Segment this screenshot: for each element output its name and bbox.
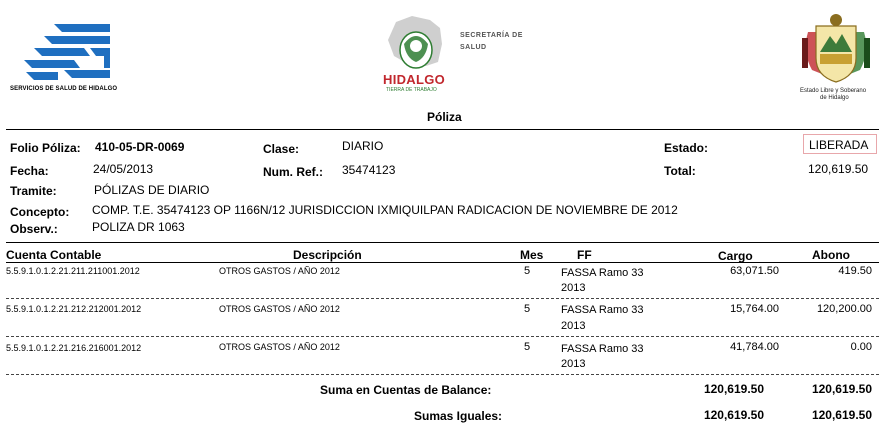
suma-balance-cargo: 120,619.50: [703, 382, 764, 396]
row-ff-line1: FASSA Ramo 33: [561, 304, 644, 316]
suma-balance-label: Suma en Cuentas de Balance:: [320, 383, 492, 397]
page-title: Póliza: [427, 110, 462, 124]
row-ff-line2: 2013: [561, 358, 586, 370]
fecha-label: Fecha:: [10, 164, 49, 178]
table-end-divider: [6, 374, 879, 375]
row-abono: 419.50: [838, 265, 872, 277]
numref-value: 35474123: [342, 163, 396, 177]
row-cuenta: 5.5.9.1.0.1.2.21.216.216001.2012: [6, 343, 142, 353]
estado-libre-line1: Estado Libre y Soberano: [800, 88, 867, 94]
col-header-cargo: Cargo: [718, 249, 753, 263]
secretaria-line1: SECRETARÍA DE: [460, 32, 523, 39]
row-cargo: 41,784.00: [730, 341, 779, 353]
sumas-iguales-cargo: 120,619.50: [703, 408, 764, 422]
folio-label: Folio Póliza:: [10, 141, 81, 155]
row-mes: 5: [524, 303, 531, 315]
suma-balance-abono: 120,619.50: [811, 382, 872, 396]
info-divider: [6, 242, 879, 243]
tierra-text: TIERRA DE TRABAJO: [386, 87, 437, 93]
ssh-org-name: SERVICIOS DE SALUD DE HIDALGO: [10, 86, 118, 92]
header-divider: [6, 129, 879, 130]
clase-label: Clase:: [263, 142, 300, 156]
sumas-iguales-abono: 120,619.50: [811, 408, 872, 422]
row-ff-line1: FASSA Ramo 33: [561, 343, 644, 355]
row-cuenta: 5.5.9.1.0.1.2.21.212.212001.2012: [6, 304, 142, 314]
concepto-value: COMP. T.E. 35474123 OP 1166N/12 JURISDICCION IXMIQUILPAN RADICACION DE NOVIEMBRE DE 2012: [92, 203, 678, 217]
state-coat-of-arms: [798, 12, 874, 84]
observ-label: Observ.:: [10, 222, 58, 236]
observ-value: POLIZA DR 1063: [92, 220, 185, 234]
tramite-label: Tramite:: [10, 184, 57, 198]
row-cargo: 15,764.00: [730, 303, 779, 315]
table-header-divider: [6, 262, 879, 263]
concepto-label: Concepto:: [10, 205, 70, 219]
col-header-descripcion: Descripción: [293, 248, 362, 262]
tramite-value: PÓLIZAS DE DIARIO: [94, 183, 210, 197]
row-descripcion: OTROS GASTOS / AÑO 2012: [219, 266, 340, 276]
estado-libre-line2: de Hidalgo: [820, 95, 849, 101]
col-header-mes: Mes: [520, 248, 544, 262]
col-header-cuenta: Cuenta Contable: [6, 248, 102, 262]
col-header-abono: Abono: [812, 248, 850, 262]
estado-value: LIBERADA: [809, 138, 869, 152]
estado-label: Estado:: [664, 141, 709, 155]
hidalgo-text: HIDALGO: [383, 72, 446, 87]
row-descripcion: OTROS GASTOS / AÑO 2012: [219, 342, 340, 352]
row-ff-line1: FASSA Ramo 33: [561, 267, 644, 279]
folio-value: 410-05-DR-0069: [95, 140, 185, 154]
numref-label: Num. Ref.:: [263, 165, 323, 179]
row-descripcion: OTROS GASTOS / AÑO 2012: [219, 304, 340, 314]
secretaria-line2: SALUD: [460, 44, 487, 51]
fecha-value: 24/05/2013: [93, 162, 154, 176]
total-value: 120,619.50: [808, 162, 869, 176]
ssh-logo: [24, 22, 112, 82]
row-abono: 0.00: [850, 341, 872, 353]
row-abono: 120,200.00: [816, 303, 872, 315]
row-cuenta: 5.5.9.1.0.1.2.21.211.211001.2012: [6, 266, 140, 276]
total-label: Total:: [664, 164, 696, 178]
row-mes: 5: [524, 265, 531, 277]
col-header-ff: FF: [577, 248, 592, 262]
row-divider: [6, 298, 879, 299]
row-ff-line2: 2013: [561, 320, 586, 332]
clase-value: DIARIO: [342, 139, 384, 153]
row-mes: 5: [524, 341, 531, 353]
row-divider: [6, 336, 879, 337]
row-cargo: 63,071.50: [730, 265, 779, 277]
sumas-iguales-label: Sumas Iguales:: [414, 409, 503, 423]
row-ff-line2: 2013: [561, 282, 586, 294]
